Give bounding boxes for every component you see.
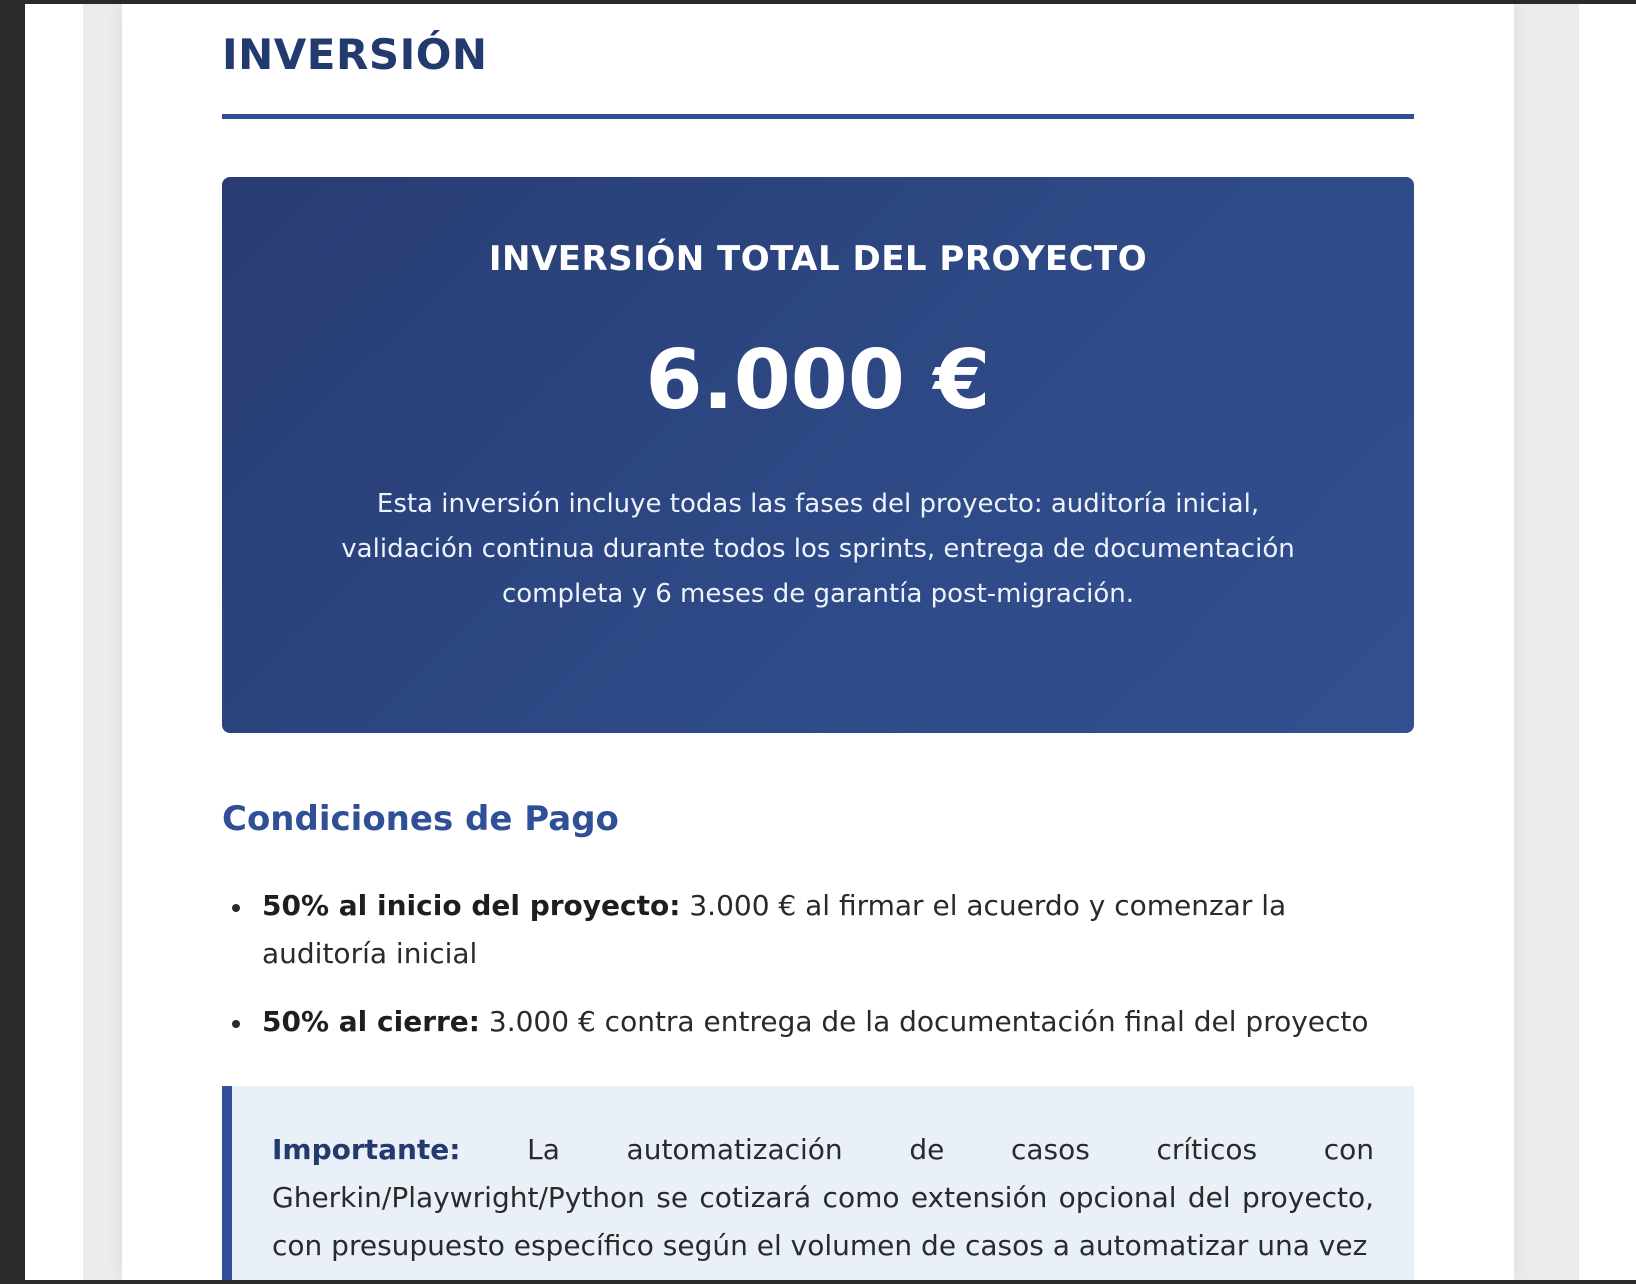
payment-conditions-list (222, 882, 1414, 1046)
payment-item-start (262, 882, 1414, 978)
payment-item-label: 50% al inicio del proyecto: (262, 888, 681, 922)
payment-item-text: 3.000 € contra entrega de la documentación final del proyecto (480, 1004, 1369, 1038)
viewer-margin-left (25, 4, 83, 1280)
important-note-label: Importante: (272, 1132, 461, 1166)
important-note-body: La automatización de casos críticos con Gherkin/Playwright/Python se cotizará como extensión opcional del proyecto, con presupuesto específico según el volumen de casos a automatizar una vez (272, 1132, 1374, 1262)
payment-item-close (262, 998, 1414, 1046)
section-title: INVERSIÓN (222, 30, 488, 79)
document-page (122, 4, 1514, 1280)
viewer-margin-right (1579, 4, 1636, 1280)
investment-description: Esta inversión incluye todas las fases del proyecto: auditoría inicial, validación continua durante todos los sprints, entrega de documentación completa y 6 meses de garantía post-migración. (341, 488, 1295, 609)
section-divider (222, 114, 1414, 119)
document-viewport (25, 4, 1636, 1280)
page-content (222, 4, 1414, 1280)
payment-item-text: 3.000 € al firmar el acuerdo y comenzar la auditoría inicial (262, 888, 1287, 970)
important-note (222, 1086, 1414, 1280)
important-note-text (272, 1126, 1374, 1270)
payment-item-label: 50% al cierre: (262, 1004, 480, 1038)
investment-amount: 6.000 € (645, 332, 991, 428)
payment-conditions-heading: Condiciones de Pago (222, 799, 619, 839)
total-investment-box (222, 177, 1414, 733)
investment-box-title: INVERSIÓN TOTAL DEL PROYECTO (488, 239, 1148, 279)
